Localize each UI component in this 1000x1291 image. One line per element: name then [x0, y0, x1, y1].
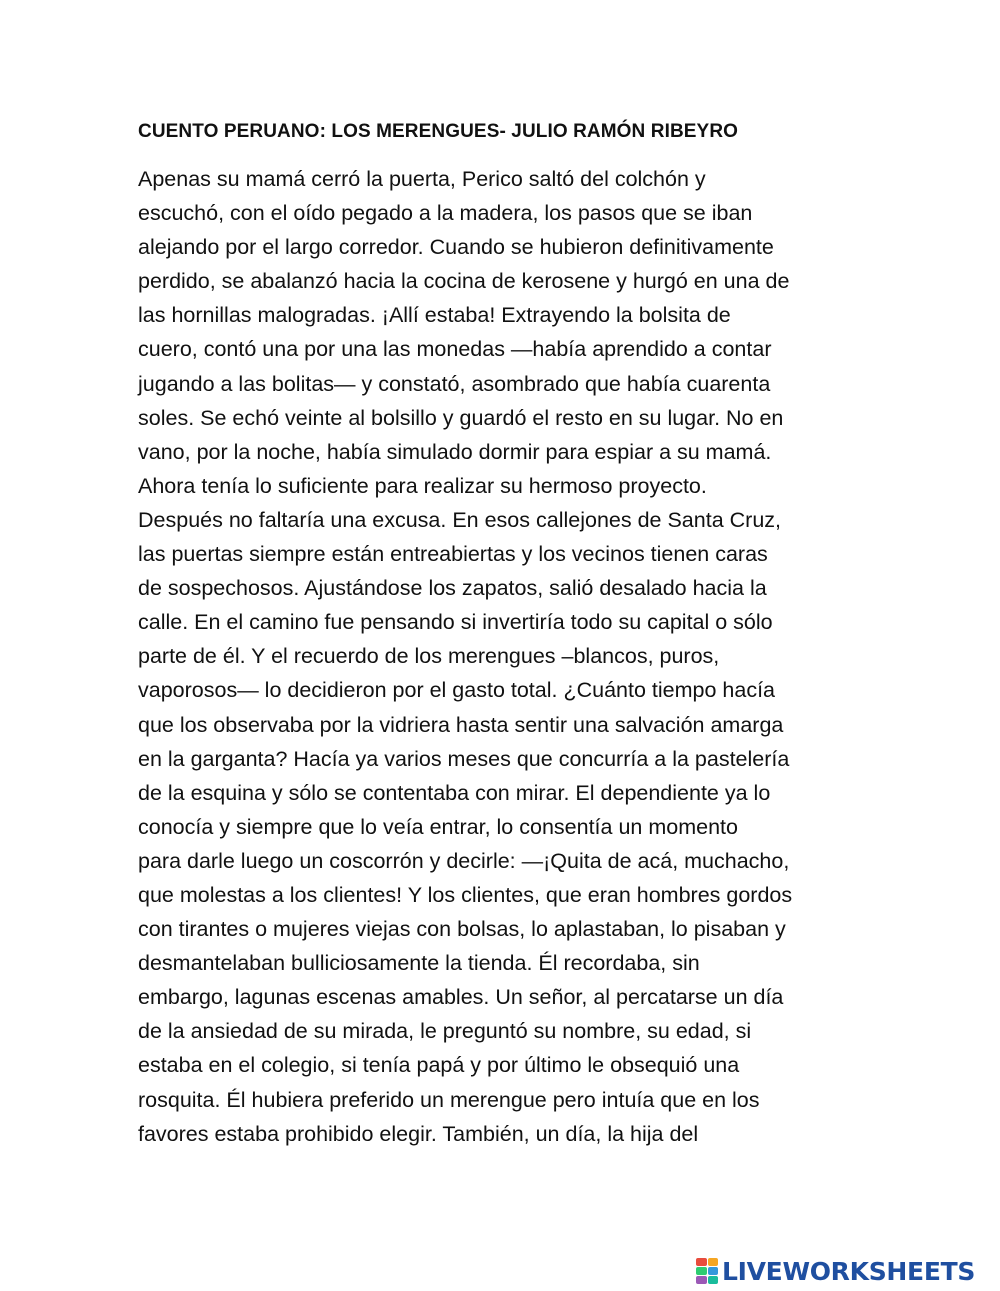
logo-block: [708, 1267, 719, 1275]
text-line: estaba en el colegio, si tenía papá y por último le obsequió una: [138, 1053, 740, 1078]
text-line: escuchó, con el oído pegado a la madera, los pasos que se iban: [138, 201, 753, 226]
text-line: soles. Se echó veinte al bolsillo y guardó el resto en su lugar. No en: [138, 405, 784, 430]
text-line: las puertas siempre están entreabiertas y los vecinos tienen caras: [138, 542, 768, 567]
liveworksheets-watermark[interactable]: [696, 1255, 975, 1287]
text-line: rosquita. Él hubiera preferido un merengue pero intuía que en los: [138, 1087, 760, 1112]
logo-block: [696, 1276, 707, 1284]
document-title: CUENTO PERUANO: LOS MERENGUES- JULIO RAMÓN RIBEYRO: [138, 121, 739, 142]
text-line: embargo, lagunas escenas amables. Un señor, al percatarse un día: [138, 985, 784, 1010]
text-line: vaporosos— lo decidieron por el gasto total. ¿Cuánto tiempo hacía: [138, 678, 776, 703]
liveworksheets-logo-text: LIVEWORKSHEETS: [722, 1256, 976, 1286]
logo-block: [708, 1276, 719, 1284]
text-line: desmantelaban bulliciosamente la tienda. Él recordaba, sin: [138, 951, 700, 976]
text-line: favores estaba prohibido elegir. También, un día, la hija del: [138, 1121, 699, 1146]
text-line: las hornillas malogradas. ¡Allí estaba! Extrayendo la bolsita de: [138, 303, 731, 328]
text-line: conocía y siempre que lo veía entrar, lo consentía un momento: [138, 814, 738, 839]
text-line: que molestas a los clientes! Y los clientes, que eran hombres gordos: [138, 882, 793, 907]
text-line: Ahora tenía lo suficiente para realizar su hermoso proyecto.: [138, 473, 707, 498]
text-line: alejando por el largo corredor. Cuando se hubieron definitivamente: [138, 235, 774, 260]
text-line: que los observaba por la vidriera hasta sentir una salvación amarga: [138, 712, 784, 737]
text-line: para darle luego un coscorrón y decirle: —¡Quita de acá, muchacho,: [138, 848, 790, 873]
logo-block: [696, 1267, 707, 1275]
liveworksheets-logo-icon: [696, 1258, 718, 1284]
text-line: de sospechosos. Ajustándose los zapatos, salió desalado hacia la: [138, 576, 767, 601]
text-line: cuero, contó una por una las monedas —había aprendido a contar: [138, 337, 772, 362]
story-text: [138, 162, 898, 1151]
text-line: parte de él. Y el recuerdo de los merengues –blancos, puros,: [138, 644, 720, 669]
text-line: jugando a las bolitas— y constató, asombrado que había cuarenta: [138, 371, 771, 396]
logo-block: [708, 1258, 719, 1266]
text-line: calle. En el camino fue pensando si invertiría todo su capital o sólo: [138, 610, 773, 635]
text-line: de la ansiedad de su mirada, le preguntó su nombre, su edad, si: [138, 1019, 752, 1044]
text-line: perdido, se abalanzó hacia la cocina de kerosene y hurgó en una de: [138, 269, 790, 294]
text-line: Después no faltaría una excusa. En esos callejones de Santa Cruz,: [138, 507, 781, 532]
text-line: en la garganta? Hacía ya varios meses que concurría a la pastelería: [138, 746, 790, 771]
text-line: Apenas su mamá cerró la puerta, Perico saltó del colchón y: [138, 167, 706, 191]
text-line: con tirantes o mujeres viejas con bolsas, lo aplastaban, lo pisaban y: [138, 917, 786, 942]
text-line: de la esquina y sólo se contentaba con mirar. El dependiente ya lo: [138, 780, 771, 805]
logo-block: [696, 1258, 707, 1266]
text-line: vano, por la noche, había simulado dormir para espiar a su mamá.: [138, 439, 772, 464]
